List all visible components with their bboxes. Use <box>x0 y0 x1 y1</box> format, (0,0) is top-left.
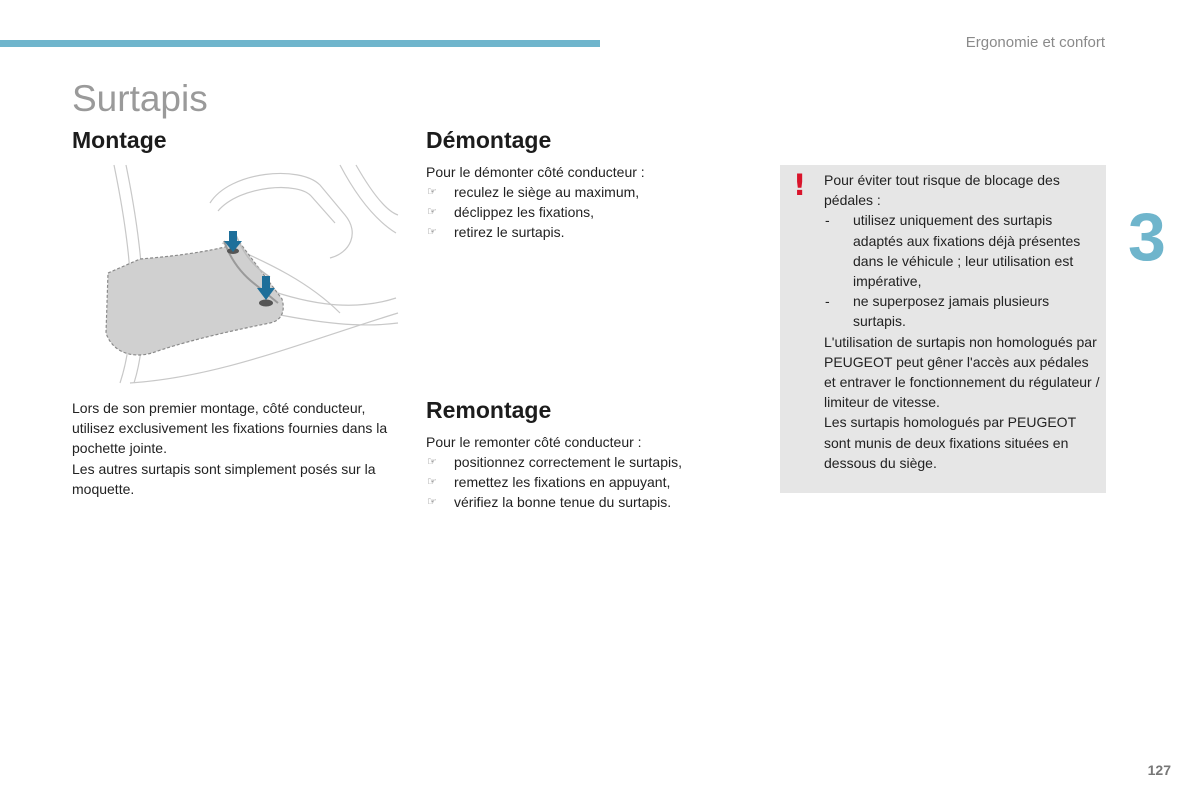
pointing-hand-icon: ☞ <box>427 186 437 198</box>
list-item <box>426 182 639 202</box>
list-item-text: utilisez uniquement des surtapis adaptés aux fixations déjà présentes dans le véhicule ; leur utilisation est impérative, <box>853 212 1081 290</box>
list-item-text: déclippez les fixations, <box>454 204 595 221</box>
remontage-list <box>426 452 682 513</box>
chapter-number: 3 <box>1128 199 1166 275</box>
section-label: Ergonomie et confort <box>965 34 1105 51</box>
list-item-text: positionnez correctement le surtapis, <box>454 454 682 470</box>
list-item <box>824 210 1104 291</box>
list-item <box>426 452 682 472</box>
montage-paragraph: Les autres surtapis sont simplement posés sur la moquette. <box>72 460 376 497</box>
dash-bullet: - <box>825 212 830 229</box>
floor-mat-shape <box>106 243 283 355</box>
remontage-intro: Pour le remonter côté conducteur : <box>426 434 642 450</box>
pointing-hand-icon: ☞ <box>427 456 437 468</box>
demontage-intro: Pour le démonter côté conducteur : <box>426 164 645 180</box>
montage-paragraph: Lors de son premier montage, côté conducteur, utilisez exclusivement les fixations fournies dans la pochette jointe. <box>72 400 388 457</box>
pointing-hand-icon: ☞ <box>427 206 437 219</box>
demontage-list <box>426 182 639 243</box>
pointing-hand-icon: ☞ <box>427 226 437 239</box>
dash-bullet: - <box>825 293 830 310</box>
remontage-heading: Remontage <box>426 397 552 423</box>
list-item-text: retirez le surtapis. <box>454 224 565 241</box>
warning-list <box>824 210 1104 331</box>
list-item-text: remettez les fixations en appuyant, <box>454 474 671 491</box>
list-item <box>426 222 639 242</box>
list-item <box>426 202 639 222</box>
header-accent-bar <box>0 40 600 47</box>
pointing-hand-icon: ☞ <box>427 476 437 489</box>
page-title: Surtapis <box>72 78 208 119</box>
warning-text <box>824 170 1104 473</box>
list-item <box>426 472 682 492</box>
exclamation-icon: ! <box>793 168 807 202</box>
page-number: 127 <box>1147 762 1171 778</box>
list-item-text: reculez le siège au maximum, <box>454 184 640 200</box>
list-item <box>824 291 1104 331</box>
list-item-text: ne superposez jamais plusieurs surtapis. <box>853 293 1050 330</box>
floor-mat-illustration <box>100 163 400 385</box>
warning-paragraph: Les surtapis homologués par PEUGEOT sont munis de deux fixations situées en dessous du siège. <box>824 414 1076 471</box>
list-item-text: vérifiez la bonne tenue du surtapis. <box>454 494 672 511</box>
list-item <box>426 492 682 512</box>
montage-heading: Montage <box>72 127 167 153</box>
demontage-heading: Démontage <box>426 127 552 153</box>
pointing-hand-icon: ☞ <box>427 496 437 509</box>
warning-intro: Pour éviter tout risque de blocage des pédales : <box>824 172 1060 209</box>
warning-paragraph: L'utilisation de surtapis non homologués par PEUGEOT peut gêner l'accès aux pédales et entraver le fonctionnement du régulateur / limiteur de vitesse. <box>824 333 1100 411</box>
montage-text <box>72 398 402 499</box>
